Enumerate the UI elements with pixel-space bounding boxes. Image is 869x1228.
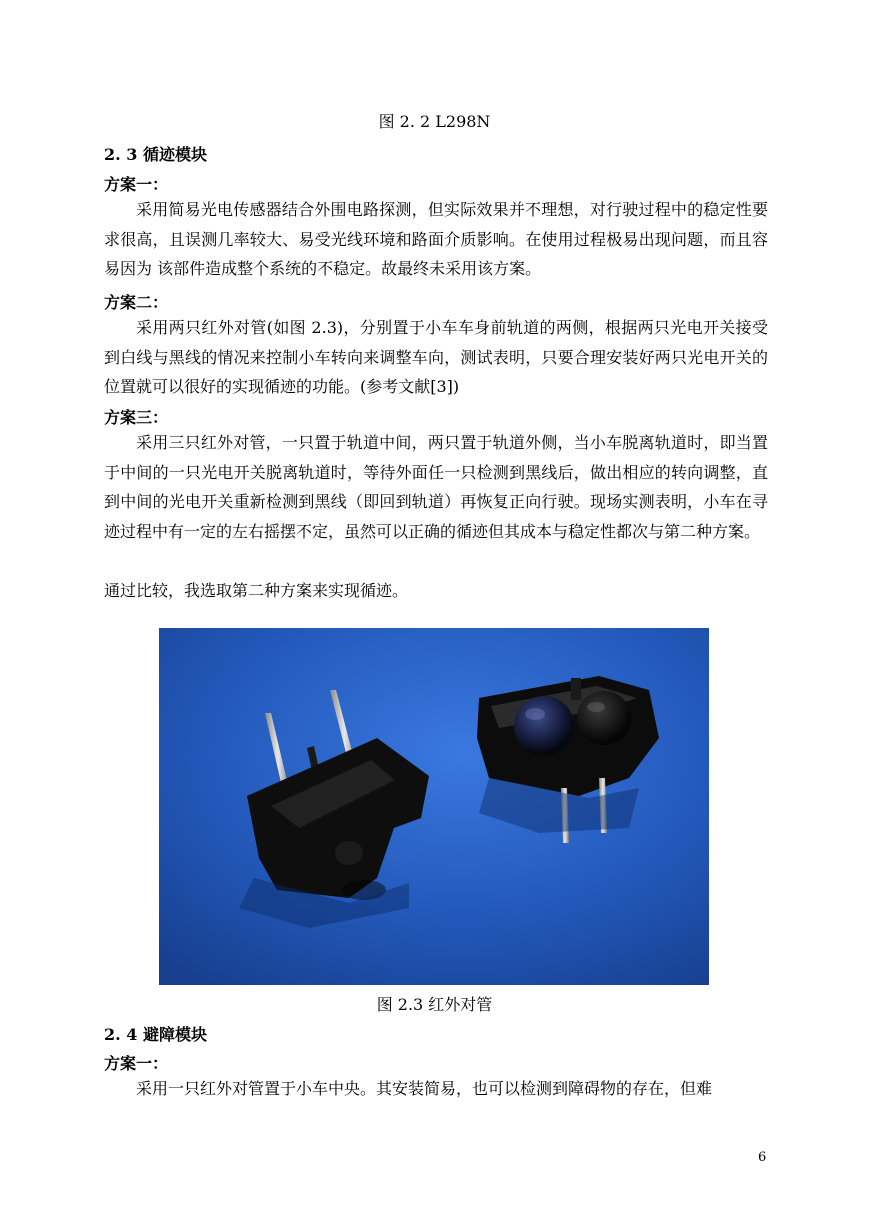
scheme-1-paragraph: 采用简易光电传感器结合外围电路探测，但实际效果并不理想，对行驶过程中的稳定性要求很高，且误测几率较大、易受光线环境和路面介质影响。在使用过程极易出现问题，而且容易因为 该部件造成整个系统的不稳定。故最终未采用该方案。 xyxy=(104,200,768,278)
scheme-1-label: 方案一： xyxy=(104,175,169,194)
figure-2-3-caption: 图 2.3 红外对管 xyxy=(376,995,493,1014)
scheme-3-paragraph: 采用三只红外对管，一只置于轨道中间，两只置于轨道外侧，当小车脱离轨道时，即当置于中间的一只光电开关脱离轨道时，等待外面任一只检测到黑线后，做出相应的转向调整，直到中间的光电开关重新检测到黑线（即回到轨道）再恢复正向行驶。现场实测表明，小车在寻迹过程中有一定的左右摇摆不定，虽然可以正确的循迹但其成本与稳定性都次与第二种方案。 xyxy=(104,433,768,541)
section-2-3-conclusion: 通过比较，我选取第二种方案来实现循迹。 xyxy=(104,581,409,600)
page-number: 6 xyxy=(758,1150,767,1165)
figure-2-2-caption: 图 2. 2 L298N xyxy=(378,112,491,131)
infrared-sensor-photo xyxy=(159,628,709,985)
section-2-4-heading: 2. 4 避障模块 xyxy=(104,1025,207,1044)
section-2-3-heading: 2. 3 循迹模块 xyxy=(104,145,207,164)
section-2-4-scheme-1-paragraph: 采用一只红外对管置于小车中央。其安装简易，也可以检测到障碍物的存在，但难 xyxy=(136,1079,713,1098)
scheme-2-paragraph: 采用两只红外对管(如图 2.3)，分别置于小车车身前轨道的两侧，根据两只光电开关接受到白线与黑线的情况来控制小车转向来调整车向，测试表明，只要合理安装好两只光电开关的位置就可以很好的实现循迹的功能。(参考文献[3]) xyxy=(104,318,768,396)
scheme-3-label: 方案三： xyxy=(104,408,169,427)
section-2-4-scheme-1-label: 方案一： xyxy=(104,1054,169,1073)
scheme-2-label: 方案二： xyxy=(104,293,169,312)
